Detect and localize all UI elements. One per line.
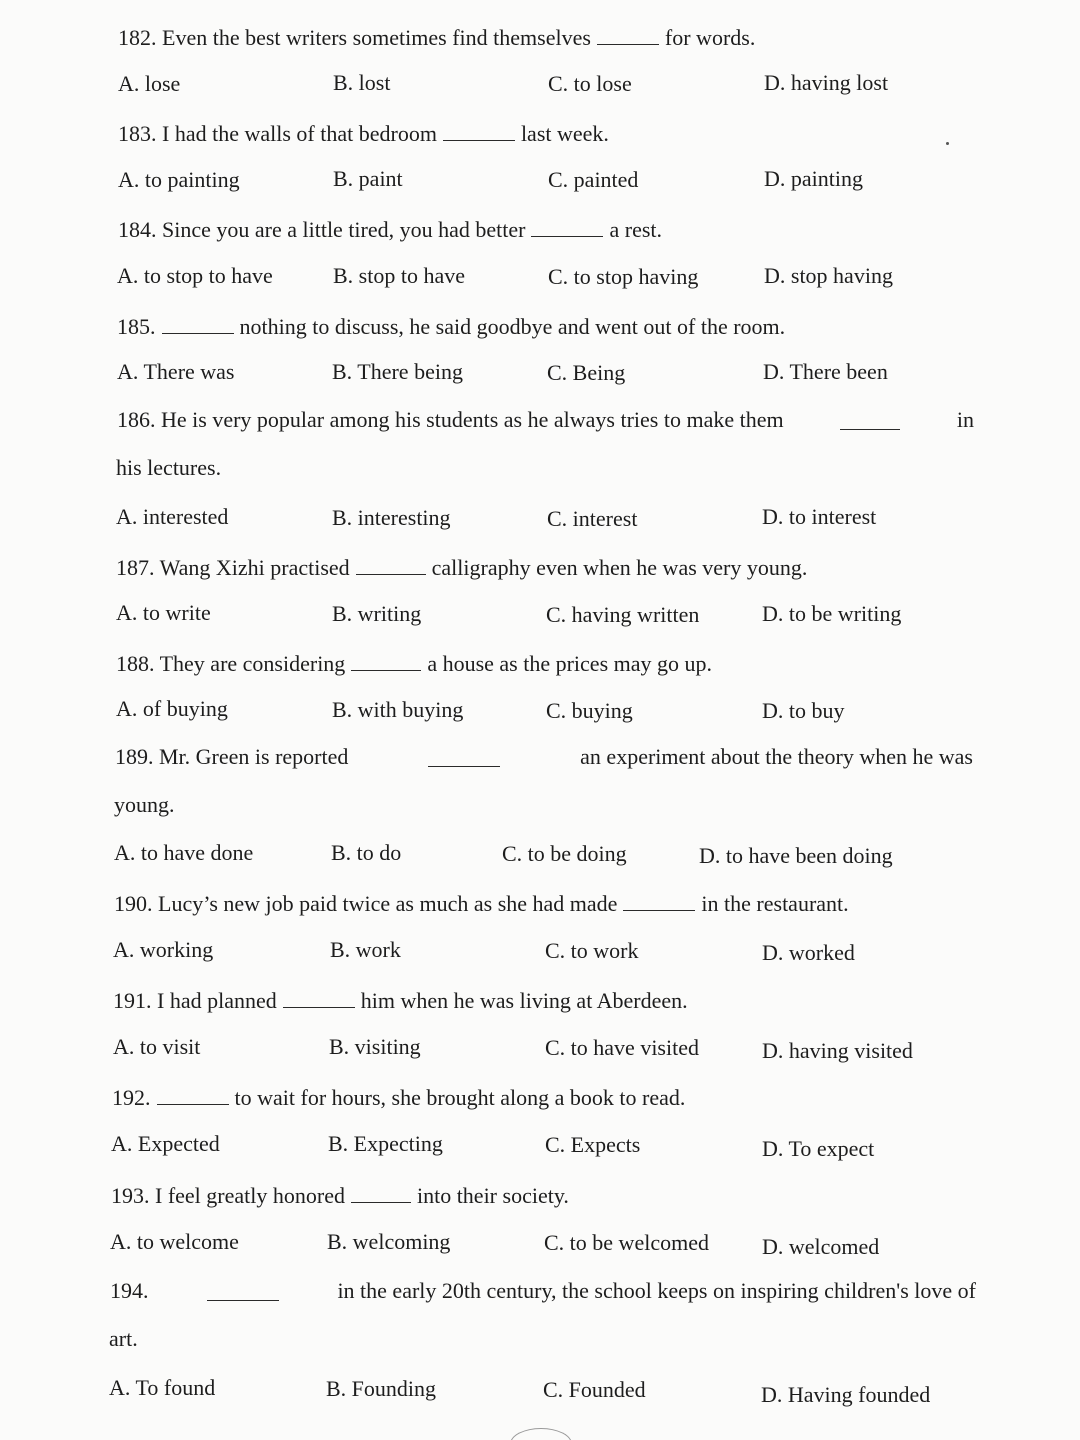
option-a: A. to welcome <box>110 1229 239 1254</box>
answer-blank <box>162 311 234 334</box>
option-b: B. work <box>330 937 401 962</box>
option-c: C. Expects <box>545 1132 641 1157</box>
option-d: D. to interest <box>762 504 877 529</box>
option-b: B. interesting <box>332 505 451 530</box>
question-193-stem-after: into their society. <box>416 1183 569 1208</box>
option-c: C. interest <box>547 506 638 531</box>
option-a: A. to have done <box>114 840 254 865</box>
option-a: A. Expected <box>111 1131 220 1156</box>
option-d: D. worked <box>762 940 855 965</box>
answer-blank <box>428 744 500 767</box>
answer-blank <box>351 1180 411 1203</box>
question-184-stem-before: 184. Since you are a little tired, you had better <box>118 217 526 242</box>
question-190-stem-before: 190. Lucy’s new job paid twice as much as she had made <box>114 891 618 916</box>
question-185-stem-after: nothing to discuss, he said goodbye and went out of the room. <box>239 314 786 339</box>
question-192-stem-before: 192. <box>112 1085 151 1110</box>
answer-blank <box>531 214 603 237</box>
question-188-stem-after: a house as the prices may go up. <box>427 651 713 676</box>
answer-blank <box>840 407 900 430</box>
option-b: B. lost <box>333 70 391 95</box>
question-189-stem-continued: young. <box>114 792 175 817</box>
option-b: B. visiting <box>329 1034 421 1059</box>
question-188-stem-before: 188. They are considering <box>116 651 346 676</box>
answer-blank <box>283 985 355 1008</box>
option-c: C. to be welcomed <box>544 1230 709 1255</box>
question-192-stem-after: to wait for hours, she brought along a book to read. <box>234 1085 686 1110</box>
answer-blank <box>623 888 695 911</box>
speck <box>946 142 949 145</box>
question-194-stem-after: in the early 20th century, the school keeps on inspiring children's love of <box>337 1278 976 1303</box>
question-190-stem <box>114 888 849 917</box>
option-d: D. having visited <box>762 1038 913 1063</box>
question-186-stem-before: 186. He is very popular among his students as he always tries to make them <box>117 407 784 432</box>
option-c: C. buying <box>546 698 633 723</box>
question-191-stem-after: him when he was living at Aberdeen. <box>360 988 688 1013</box>
option-c: C. to have visited <box>545 1035 699 1060</box>
option-d: D. There been <box>763 359 888 384</box>
option-c: C. to work <box>545 938 639 963</box>
option-c: C. to be doing <box>502 841 627 866</box>
question-184-stem <box>118 214 662 243</box>
question-186-stem-after: in <box>956 407 974 432</box>
question-192-stem <box>112 1082 685 1111</box>
question-184-stem-after: a rest. <box>609 217 663 242</box>
option-a: A. of buying <box>116 696 228 721</box>
question-187-stem-after: calligraphy even when he was very young. <box>431 555 808 580</box>
question-194-stem-continued: art. <box>109 1326 138 1351</box>
answer-blank <box>351 648 421 671</box>
question-186-stem <box>117 407 974 433</box>
option-c: C. Being <box>547 360 626 385</box>
page-edge-mark <box>510 1428 572 1440</box>
option-b: B. with buying <box>332 697 464 722</box>
option-b: B. welcoming <box>327 1229 451 1254</box>
answer-blank <box>207 1278 279 1301</box>
question-187-stem <box>116 552 807 581</box>
option-d: D. to have been doing <box>699 843 893 868</box>
answer-blank <box>157 1082 229 1105</box>
option-a: A. to visit <box>113 1034 201 1059</box>
question-187-stem-before: 187. Wang Xizhi practised <box>116 555 350 580</box>
option-a: A. To found <box>109 1375 216 1400</box>
option-b: B. paint <box>333 166 403 191</box>
question-182-stem-after: for words. <box>664 25 756 50</box>
question-193-stem <box>111 1180 569 1209</box>
option-a: A. There was <box>117 359 235 384</box>
answer-blank <box>443 118 515 141</box>
option-c: C. to lose <box>548 71 632 96</box>
question-186-stem-continued: his lectures. <box>116 455 222 480</box>
option-b: B. Founding <box>326 1376 437 1401</box>
question-183-stem <box>118 118 609 147</box>
question-189-stem <box>115 744 973 770</box>
option-c: C. having written <box>546 602 700 627</box>
option-d: D. to buy <box>762 698 845 723</box>
answer-blank <box>597 22 659 45</box>
question-191-stem-before: 191. I had planned <box>113 988 277 1013</box>
question-190-stem-after: in the restaurant. <box>701 891 849 916</box>
option-a: A. to painting <box>118 167 240 192</box>
option-a: A. working <box>113 937 214 962</box>
option-b: B. There being <box>332 359 463 384</box>
option-d: D. painting <box>764 166 863 191</box>
option-d: D. To expect <box>762 1136 875 1161</box>
option-b: B. Expecting <box>328 1131 443 1156</box>
question-194-stem-before: 194. <box>110 1278 149 1303</box>
answer-blank <box>356 552 426 575</box>
option-c: C. Founded <box>543 1377 646 1402</box>
option-c: C. to stop having <box>548 264 699 289</box>
question-191-stem <box>113 985 688 1014</box>
option-a: A. to stop to have <box>117 263 273 288</box>
option-a: A. interested <box>116 504 229 529</box>
option-b: B. to do <box>331 840 402 865</box>
question-194-stem <box>110 1278 976 1304</box>
question-193-stem-before: 193. I feel greatly honored <box>111 1183 345 1208</box>
option-b: B. writing <box>332 601 422 626</box>
question-188-stem <box>116 648 712 677</box>
option-d: D. stop having <box>764 263 893 288</box>
option-d: D. Having founded <box>761 1382 931 1407</box>
question-183-stem-after: last week. <box>520 121 609 146</box>
question-185-stem <box>117 311 785 340</box>
option-a: A. lose <box>118 71 181 96</box>
option-d: D. having lost <box>764 70 889 95</box>
question-183-stem-before: 183. I had the walls of that bedroom <box>118 121 437 146</box>
option-d: D. welcomed <box>762 1234 880 1259</box>
option-c: C. painted <box>548 167 639 192</box>
question-182-stem <box>118 22 755 51</box>
option-d: D. to be writing <box>762 601 902 626</box>
option-b: B. stop to have <box>333 263 465 288</box>
option-a: A. to write <box>116 600 211 625</box>
question-189-stem-after: an experiment about the theory when he was <box>580 744 973 769</box>
question-189-stem-before: 189. Mr. Green is reported <box>115 744 349 769</box>
question-182-stem-before: 182. Even the best writers sometimes find themselves <box>118 25 591 50</box>
question-185-stem-before: 185. <box>117 314 156 339</box>
